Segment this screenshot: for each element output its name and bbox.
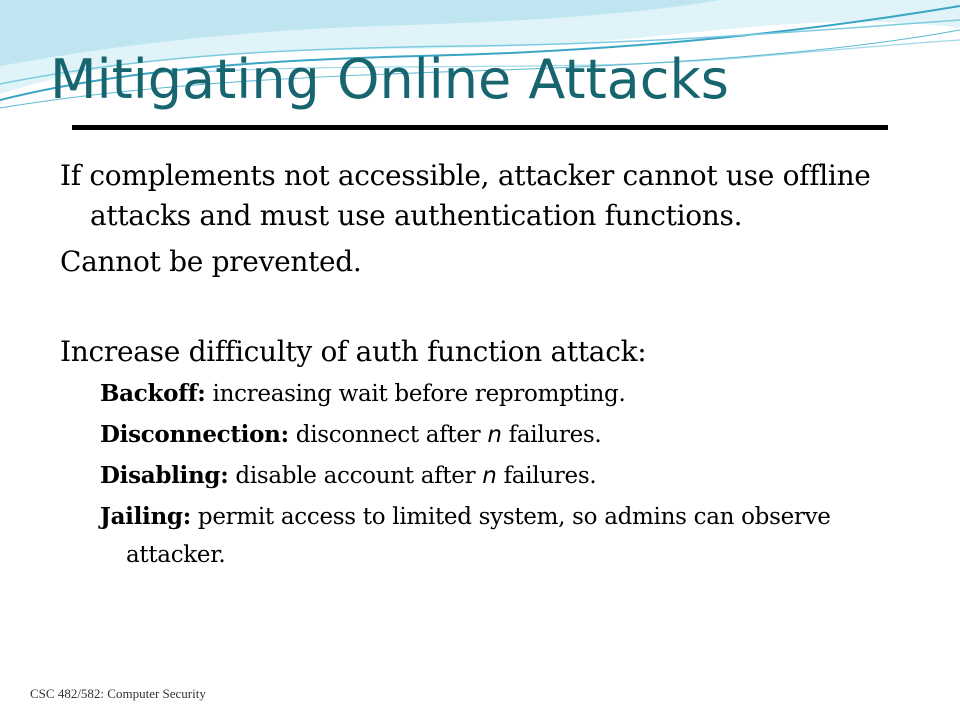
slide-title: Mitigating Online Attacks (50, 48, 729, 111)
bullet-text: disable account after (235, 463, 476, 489)
bullet-backoff (100, 375, 910, 413)
title-underline (72, 125, 888, 130)
bullet-disabling (100, 457, 910, 495)
bullet-jailing (100, 498, 910, 574)
bullet-variable: n (482, 463, 497, 489)
bullet-label: Disconnection: (100, 421, 289, 448)
bullet-variable: n (487, 422, 502, 448)
bullet-text: permit access to limited system, so admins can observe attacker. (126, 504, 831, 568)
bullet-text-end: failures. (503, 463, 597, 489)
slide-body (60, 152, 910, 574)
bullet-text: increasing wait before reprompting. (212, 381, 626, 407)
paragraph-gap (60, 282, 910, 328)
bullet-text: disconnect after (295, 422, 481, 448)
bullet-label: Jailing: (100, 503, 191, 530)
paragraph-offline-attacks: If complements not accessible, attacker cannot use offline attacks and must use authentication functions. (60, 159, 871, 232)
bullet-label: Disabling: (100, 462, 229, 489)
bullet-label: Backoff: (100, 380, 206, 407)
footer-course-label: CSC 482/582: Computer Security (30, 686, 206, 701)
bullet-disconnection (100, 416, 910, 454)
bullet-text-end: failures. (508, 422, 602, 448)
paragraph-increase-difficulty: Increase difficulty of auth function attack: (60, 335, 647, 368)
paragraph-cannot-prevent: Cannot be prevented. (60, 245, 362, 278)
